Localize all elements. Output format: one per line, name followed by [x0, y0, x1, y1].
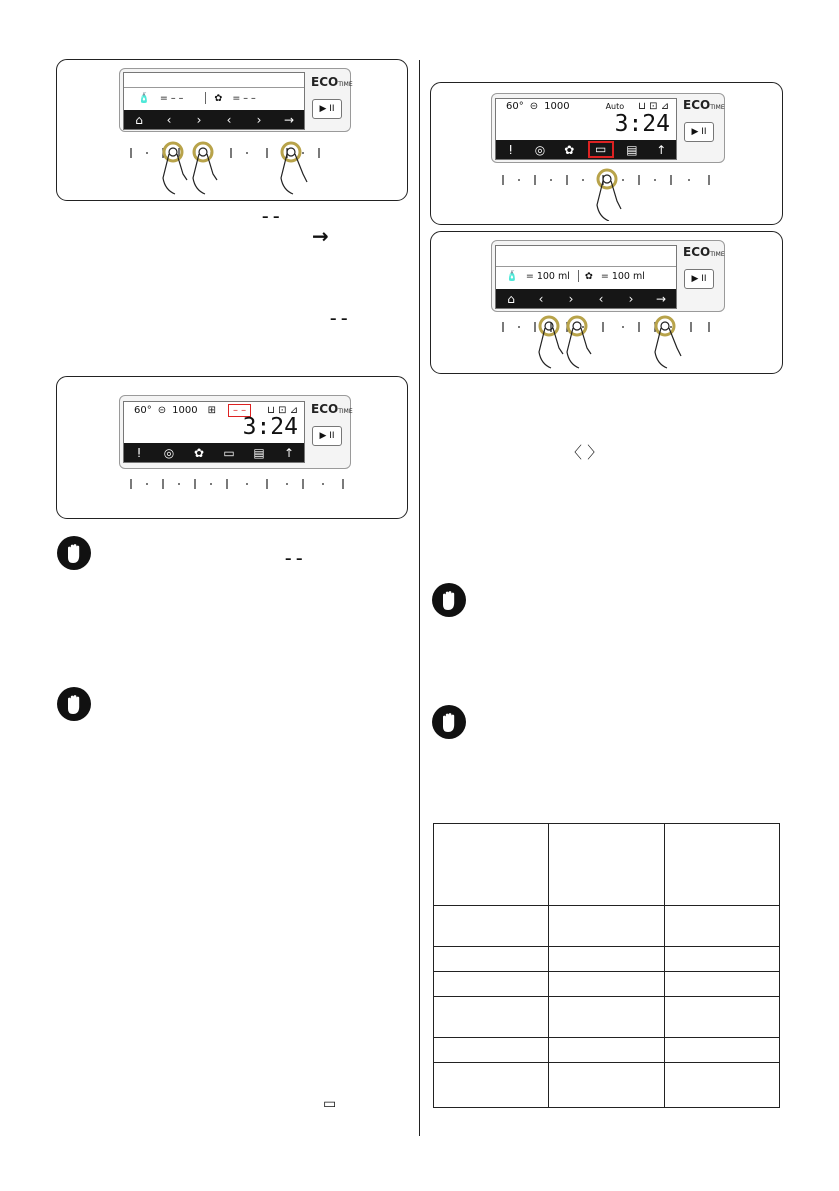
chevron-left-icon[interactable]: ‹: [538, 291, 544, 306]
play-pause-button[interactable]: ▶ II: [312, 99, 342, 119]
finger-press-icon: [535, 314, 735, 370]
nav-bar: [124, 110, 304, 129]
control-panel: [491, 240, 725, 312]
dose-right: = – –: [232, 92, 256, 104]
play-pause-button[interactable]: ▶ II: [684, 122, 714, 142]
arrow-up-icon[interactable]: ↑: [283, 445, 295, 460]
option-icons: ⊔ ⊡ ⊿: [267, 405, 299, 416]
control-panel: [119, 68, 351, 132]
arrow-right-icon[interactable]: →: [283, 112, 295, 127]
arrow-right-icon[interactable]: →: [655, 291, 667, 306]
display-divider: [496, 266, 676, 267]
spin-icon[interactable]: ◎: [534, 142, 546, 157]
display-divider: [124, 87, 304, 88]
detergent-icon[interactable]: ▭: [223, 445, 235, 460]
chevron-right-icon[interactable]: ›: [196, 112, 202, 127]
eco-time-logo: ECOTIME: [311, 75, 353, 89]
chevron-right-icon[interactable]: ›: [256, 112, 262, 127]
spin-icon[interactable]: ◎: [163, 445, 175, 460]
finger-press-icon: [157, 140, 357, 196]
remaining-time: 3:24: [242, 414, 298, 440]
auto-dose: Auto: [605, 102, 625, 111]
play-pause-button[interactable]: ▶ II: [312, 426, 342, 446]
arrow-up-icon[interactable]: ↑: [656, 142, 667, 157]
temperature: 60°: [506, 101, 524, 112]
option-icons: ⊔ ⊡ ⊿: [638, 101, 670, 112]
home-icon[interactable]: ⌂: [507, 291, 515, 306]
column-divider: [419, 60, 420, 1136]
chevrons-icon: 〈 〉: [566, 443, 604, 462]
table-row: [434, 972, 780, 997]
display-screen: [495, 98, 677, 160]
eco-time-logo: ECOTIME: [311, 402, 353, 416]
dash-glyph: – –: [262, 210, 280, 225]
table-row: [434, 947, 780, 972]
thermometer-icon[interactable]: ⵑ: [137, 445, 141, 460]
display-screen: [495, 245, 677, 309]
chevron-left-icon[interactable]: ‹: [166, 112, 172, 127]
finger-press-icon: [591, 167, 631, 221]
nav-bar: [124, 443, 304, 462]
spin-icon: ⊝: [529, 101, 539, 112]
arrow-right-icon: →: [312, 224, 329, 248]
nav-bar: [496, 140, 676, 159]
spin-speed: 1000: [544, 101, 570, 112]
eco-time-logo: ECOTIME: [683, 98, 725, 112]
thermometer-icon[interactable]: ⵑ: [508, 142, 513, 157]
dash-glyph: – –: [330, 312, 348, 327]
hand-stop-icon: [432, 705, 466, 739]
dose-left: = – –: [159, 92, 184, 104]
stain-icon[interactable]: ✿: [193, 445, 205, 460]
control-panel: [119, 395, 351, 469]
display-screen: [123, 401, 305, 463]
table-row: [434, 1063, 780, 1108]
figure-2-frame: [56, 376, 408, 519]
chevron-right-icon[interactable]: ›: [628, 291, 634, 306]
detergent-dose-selected: – –: [228, 404, 251, 417]
softener-icon: ✿: [214, 92, 223, 104]
hand-stop-icon: [57, 536, 91, 570]
chevron-left-icon[interactable]: ‹: [226, 112, 232, 127]
figure-1-frame: [56, 59, 408, 201]
hand-stop-icon: [57, 687, 91, 721]
bottle-icon: 🧴: [506, 270, 518, 282]
spin-speed: 1000: [172, 405, 198, 416]
table-row: [434, 1038, 780, 1063]
temperature: 60°: [134, 405, 152, 416]
bottle-icon: 🧴: [138, 92, 150, 104]
remaining-time: 3:24: [614, 111, 670, 137]
home-icon[interactable]: ⌂: [135, 112, 143, 127]
control-panel: [491, 93, 725, 163]
detergent-icon[interactable]: ▭: [588, 141, 614, 158]
dose-left: = 100 ml: [525, 270, 570, 282]
chevron-left-icon[interactable]: ‹: [598, 291, 604, 306]
dash-glyph: – –: [285, 552, 303, 567]
nav-bar: [496, 289, 676, 308]
dose-right: = 100 ml: [600, 270, 645, 282]
hand-stop-icon: [432, 583, 466, 617]
eco-time-logo: ECOTIME: [683, 245, 725, 259]
spin-icon: ⊝: [157, 405, 167, 416]
chevron-right-icon[interactable]: ›: [568, 291, 574, 306]
table-row: [434, 824, 780, 906]
stain-icon: ⊞: [207, 405, 216, 416]
softener-icon: ✿: [584, 270, 593, 282]
play-pause-button[interactable]: ▶ II: [684, 269, 714, 289]
table-row: [434, 997, 780, 1038]
menu-icon[interactable]: ▤: [253, 445, 265, 460]
dose-table: [433, 823, 780, 1108]
button-ticks: [127, 477, 357, 493]
detergent-icon: ▭: [323, 1096, 337, 1112]
figure-3-frame: [430, 82, 783, 225]
display-screen: [123, 72, 305, 130]
table-row: [434, 906, 780, 947]
menu-icon[interactable]: ▤: [626, 142, 638, 157]
stain-icon[interactable]: ✿: [564, 142, 575, 157]
figure-4-frame: [430, 231, 783, 374]
